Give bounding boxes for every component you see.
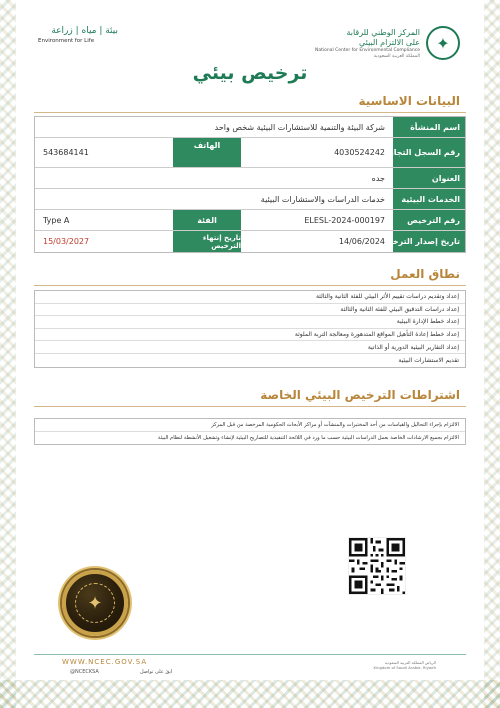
expiry-date-label: تاريخ إنتهاء الترخيص: [173, 231, 241, 252]
services-value: خدمات الدراسات والاستشارات البيئية: [260, 194, 385, 204]
license-category-row: [35, 210, 465, 231]
ministry-logo: [38, 26, 118, 48]
scope-item: إعداد خطط الإدارة البيئية: [35, 316, 465, 329]
issue-date-label: تاريخ إصدار الترخيص: [393, 231, 465, 252]
ncec-subtitle-ar: المملكة العربية السعودية: [373, 54, 420, 59]
contact-info: [346, 660, 436, 670]
official-seal: [62, 570, 128, 636]
ncec-name-ar-line1: المركز الوطني للرقابة: [346, 28, 420, 37]
conditions-divider: [34, 406, 466, 407]
services-label: الخدمات البيئية: [393, 189, 465, 209]
palm-emblem-icon: ✦: [75, 583, 115, 623]
social-label-ar: ابقَ على تواصل: [140, 669, 173, 675]
scope-section-title: نطاق العمل: [390, 267, 460, 281]
left-decorative-pattern: [0, 0, 16, 708]
right-decorative-pattern: [484, 0, 500, 708]
cr-number-value: 4030524242: [334, 148, 385, 157]
cr-phone-row: [35, 138, 465, 168]
scope-divider: [34, 285, 466, 286]
address-row: [35, 168, 465, 189]
issue-date-value: 14/06/2024: [338, 237, 385, 246]
facility-name-value: شركة البيئة والتنمية للاستشارات البيئية شخص واحد: [214, 122, 385, 132]
facility-name-row: [35, 117, 465, 138]
license-number-label: رقم الترخيص: [393, 210, 465, 230]
contact-line-ar: الرياض المملكة العربية السعودية: [384, 660, 436, 665]
category-value: Type A: [43, 215, 70, 225]
ministry-tagline-en: Environment for Life: [38, 38, 95, 44]
ncec-name-ar-line2: على الالتزام البيئي: [359, 38, 420, 47]
scope-item: تقديم الاستشارات البيئية: [398, 356, 459, 364]
expiry-date-value: 15/03/2027: [43, 237, 90, 246]
social-handle[interactable]: @NCECKSA: [70, 669, 99, 675]
qr-code: [348, 537, 406, 595]
scope-item: إعداد دراسات التدقيق البيئي للفئة الثانية والثالثة: [35, 304, 465, 317]
basic-info-divider: [34, 112, 466, 113]
basic-info-table: [34, 116, 466, 253]
conditions-section-title: اشتراطات الترخيص البيئي الخاصة: [260, 388, 460, 402]
category-label: الفئة: [173, 210, 241, 230]
condition-item: الالتزام بجميع الارشادات الخاصة بعمل الدراسات البيئية حسب ما ورد في اللائحة التنفيذية للتصاريح البيئية لإنشاء وتشغيل الأنشطة لنظام البيئة: [157, 434, 459, 441]
conditions-list: [34, 418, 466, 445]
dates-row: [35, 231, 465, 252]
scope-item: إعداد وتقديم دراسات تقييم الأثر البيئي للفئة الثانية والثالثة: [35, 291, 465, 304]
ncec-logo-text: [315, 28, 420, 60]
phone-value: 543684141: [43, 148, 89, 157]
footer: [34, 658, 466, 674]
footer-divider: [34, 654, 466, 655]
ncec-name-en: National Center for Environmental Compliance: [314, 48, 420, 53]
contact-line-en: Kingdom of Saudi Arabia, Riyadh: [373, 665, 436, 670]
scope-item: إعداد التقارير البيئية الدورية أو الذاتية: [35, 341, 465, 354]
website-link[interactable]: WWW.NCEC.GOV.SA: [62, 658, 148, 666]
palm-swords-emblem-icon: ✦: [426, 26, 460, 60]
phone-label: الهاتف: [173, 138, 241, 167]
document-title: ترخيص بيئي: [192, 62, 308, 84]
facility-name-label: اسم المنشأة: [393, 117, 465, 137]
services-row: [35, 189, 465, 210]
condition-item: الالتزام بإجراء التحاليل والقياسات من أحد المختبرات والمنشآت أو مراكز الأبحاث الحكومية المرخصة من قبل المركز: [35, 419, 465, 432]
basic-info-section-title: البيانات الاساسية: [358, 94, 460, 108]
scope-list: [34, 290, 466, 368]
address-value: جده: [371, 173, 385, 183]
address-label: العنوان: [393, 168, 465, 188]
bottom-decorative-pattern: [0, 680, 500, 708]
scope-item: إعداد خطط إعادة التأهيل المواقع المتدهورة ومعالجة التربة الملوثة: [35, 329, 465, 342]
license-number-value: ELESL-2024-000197: [304, 215, 385, 225]
cr-number-label: رقم السجل التجاري: [393, 138, 465, 167]
ministry-name-ar: بيئة | مياه | زراعة: [51, 26, 118, 36]
